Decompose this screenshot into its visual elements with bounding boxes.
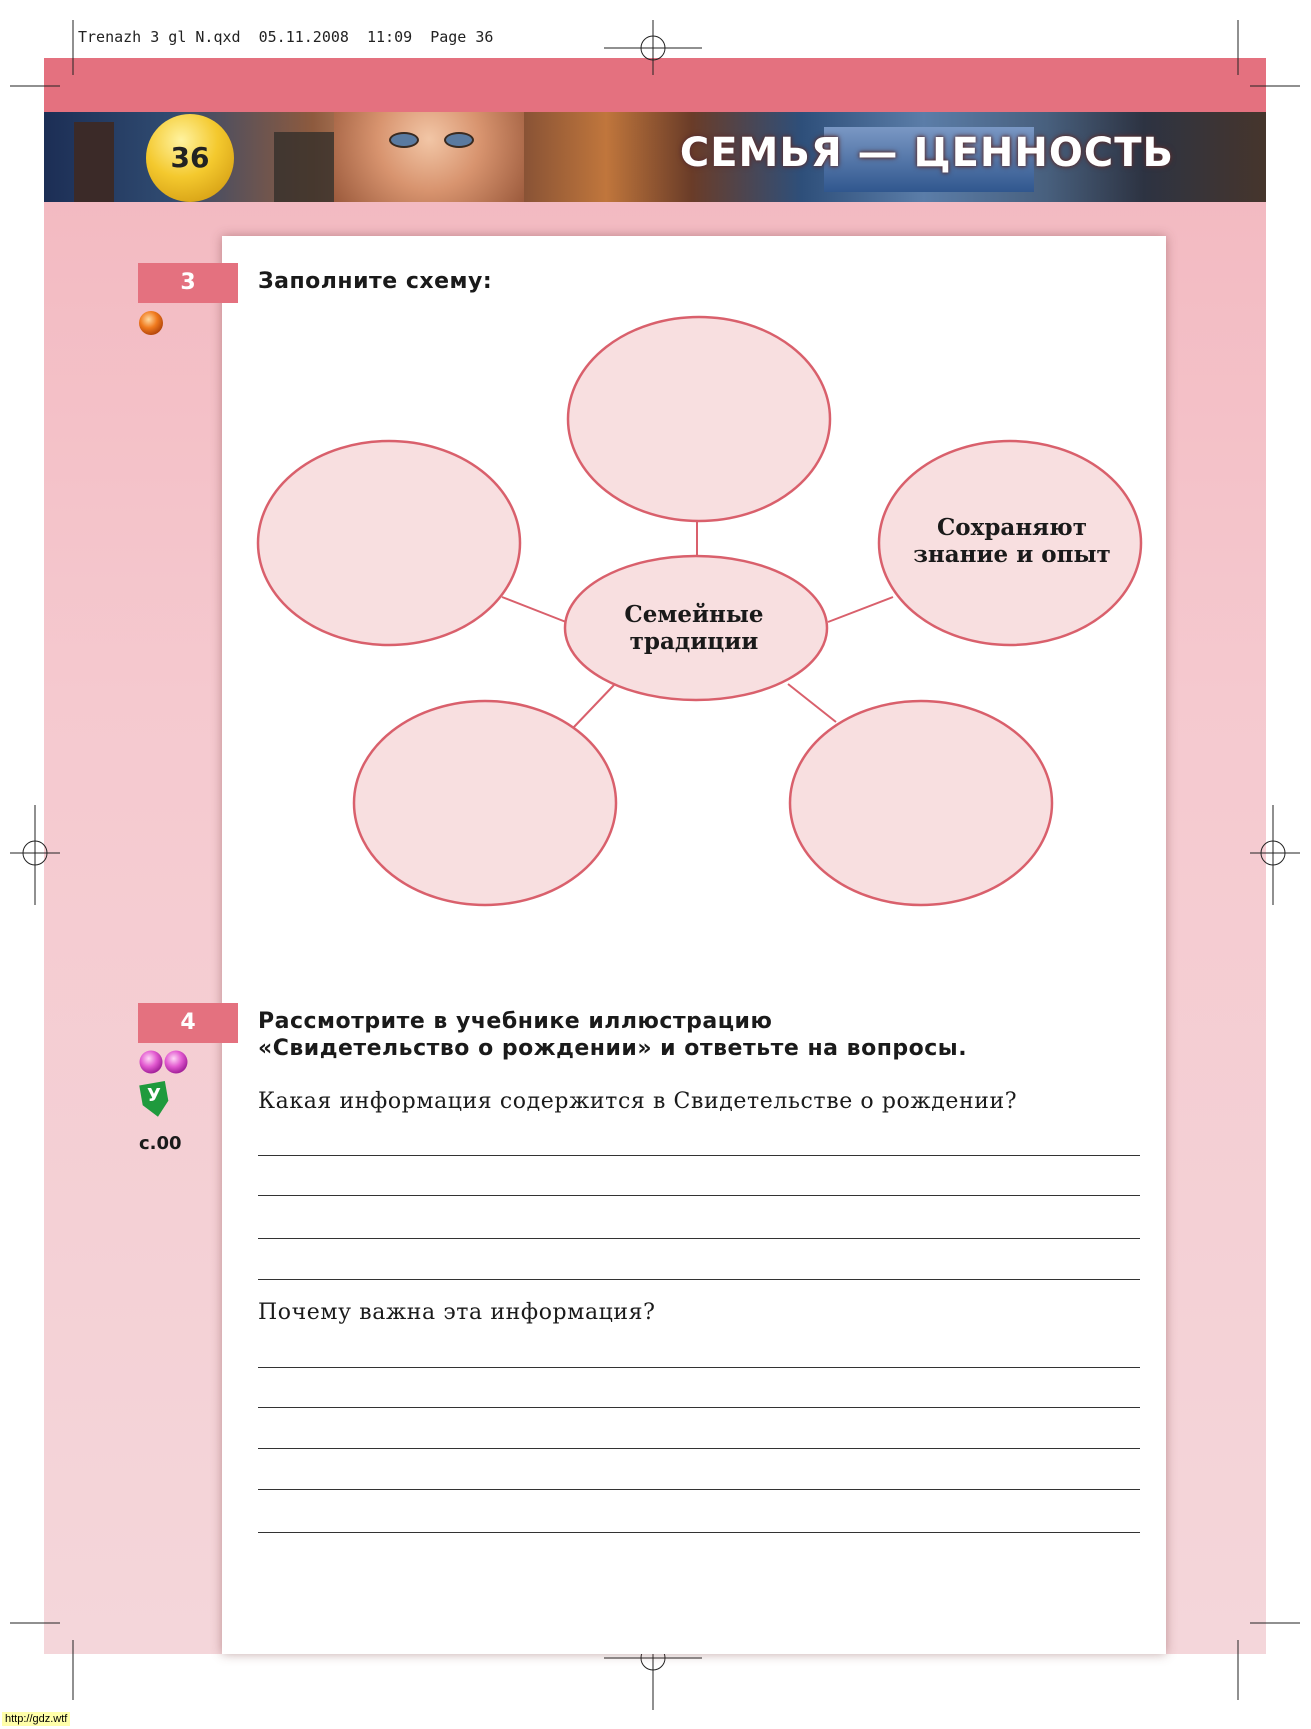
- filled-node-line-1: Сохраняют: [936, 514, 1088, 541]
- difficulty-2-icon: [138, 1049, 190, 1075]
- page-number-badge: 36: [146, 114, 234, 202]
- textbook-page-reference: с.00: [139, 1133, 182, 1154]
- question-1: Какая информация содержится в Свидетельстве о рождении?: [258, 1089, 1018, 1114]
- textbook-arrow-letter: У: [147, 1085, 161, 1106]
- section-title: СЕМЬЯ — ЦЕННОСТЬ: [679, 130, 1174, 176]
- empty-node-bottom-left[interactable]: [354, 701, 616, 905]
- answer-line[interactable]: [258, 1195, 1140, 1196]
- answer-line[interactable]: [258, 1279, 1140, 1280]
- connector-bottom-right: [788, 684, 836, 722]
- answer-line[interactable]: [258, 1407, 1140, 1408]
- connector-bottom-left: [573, 685, 614, 728]
- connector-left: [502, 597, 566, 622]
- connector-right: [828, 597, 893, 622]
- task-4-number: 4: [138, 1003, 238, 1043]
- center-node-line-2: традиции: [629, 628, 759, 655]
- task-4-title-line-1: Рассмотрите в учебнике иллюстрацию: [258, 1009, 773, 1034]
- empty-node-top[interactable]: [568, 317, 830, 521]
- answer-line[interactable]: [258, 1532, 1140, 1533]
- answer-line[interactable]: [258, 1367, 1140, 1368]
- answer-line[interactable]: [258, 1238, 1140, 1239]
- answer-line[interactable]: [258, 1489, 1140, 1490]
- task-4-title-line-2: «Свидетельство о рождении» и ответьте на вопросы.: [258, 1036, 968, 1061]
- filled-node-line-2: знание и опыт: [913, 541, 1111, 568]
- question-2: Почему важна эта информация?: [258, 1300, 656, 1325]
- answer-line[interactable]: [258, 1448, 1140, 1449]
- task-3-title: Заполните схему:: [258, 269, 493, 294]
- center-node-line-1: Семейные: [624, 601, 764, 628]
- footer-link[interactable]: http://gdz.wtf: [2, 1712, 70, 1726]
- empty-node-bottom-right[interactable]: [790, 701, 1052, 905]
- empty-node-left[interactable]: [258, 441, 520, 645]
- task-3-number: 3: [138, 263, 238, 303]
- answer-line[interactable]: [258, 1155, 1140, 1156]
- print-slug-line: Trenazh 3 gl N.qxd 05.11.2008 11:09 Page 36: [78, 28, 494, 46]
